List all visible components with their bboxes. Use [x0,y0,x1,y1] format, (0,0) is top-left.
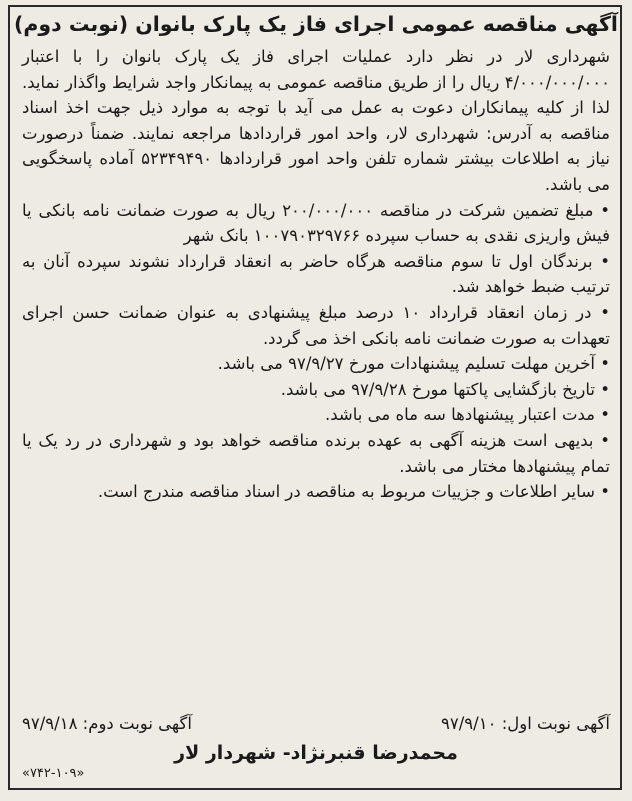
signature-line: محمدرضا قنبرنژاد- شهردار لار [174,742,458,764]
bullet-guarantee: • مبلغ تضمین شرکت در مناقصه ۲۰۰/۰۰۰/۰۰۰ ریال به صورت ضمانت نامه بانکی یا فیش واریزی نقدی به حساب سپرده ۱۰۰۷۹۰۳۲۹۷۶۶ بانک شهر [22,198,610,249]
bullet-other-info: • سایر اطلاعات و جزییات مربوط به مناقصه در اسناد مناقصه مندرج است. [22,479,610,505]
second-notice-date: آگهی نوبت دوم: ۹۷/۹/۱۸ [22,714,192,733]
bullet-deadline: • آخرین مهلت تسلیم پیشنهادات مورخ ۹۷/۹/۲۷ می باشد. [22,351,610,377]
bullet-performance-bond: • در زمان انعقاد قرارداد ۱۰ درصد مبلغ پیشنهادی به عنوان ضمانت حسن اجرای تعهدات به صورت ضمانت نامه بانکی اخذ می گردد. [22,300,610,351]
bullet-ad-cost: • بدیهی است هزینه آگهی به عهده برنده مناقصه خواهد بود و شهرداری در رد یک یا تمام پیشنهادها مختار می باشد. [22,428,610,479]
intro-paragraph: شهرداری لار در نظر دارد عملیات اجرای فاز یک پارک بانوان را با اعتبار ۴/۰۰۰/۰۰۰/۰۰۰ ریال را از طریق مناقصه عمومی به پیمانکار واجد شرایط واگذار نماید. لذا از کلیه پیمانکاران دعوت به عمل می آید با توجه به موارد ذیل جهت اخذ اسناد مناقصه به آدرس: شهرداری لار، واحد امور قراردادها مراجعه نمایند. ضمناً درصورت نیاز به اطلاعات بیشتر شماره تلفن واحد امور قراردادها ۵۲۳۴۹۴۹۰ آماده پاسخگویی می باشد. [22,47,610,194]
notice-title: آگهی مناقصه عمومی اجرای فاز یک پارک بانوان (نوبت دوم) [14,12,618,36]
first-notice-date: آگهی نوبت اول: ۹۷/۹/۱۰ [441,714,610,733]
notice-dates [22,712,610,736]
bullet-validity: • مدت اعتبار پیشنهادها سه ماه می باشد. [22,402,610,428]
notice-code: «۷۴۲-۱۰۹» [22,766,85,781]
bullet-opening-date: • تاریخ بازگشایی پاکتها مورخ ۹۷/۹/۲۸ می باشد. [22,377,610,403]
notice-body [22,44,610,505]
bullet-winners: • برندگان اول تا سوم مناقصه هرگاه حاضر به انعقاد قرارداد نشوند سپرده آنان به ترتیب ضبط خواهد شد. [22,249,610,300]
